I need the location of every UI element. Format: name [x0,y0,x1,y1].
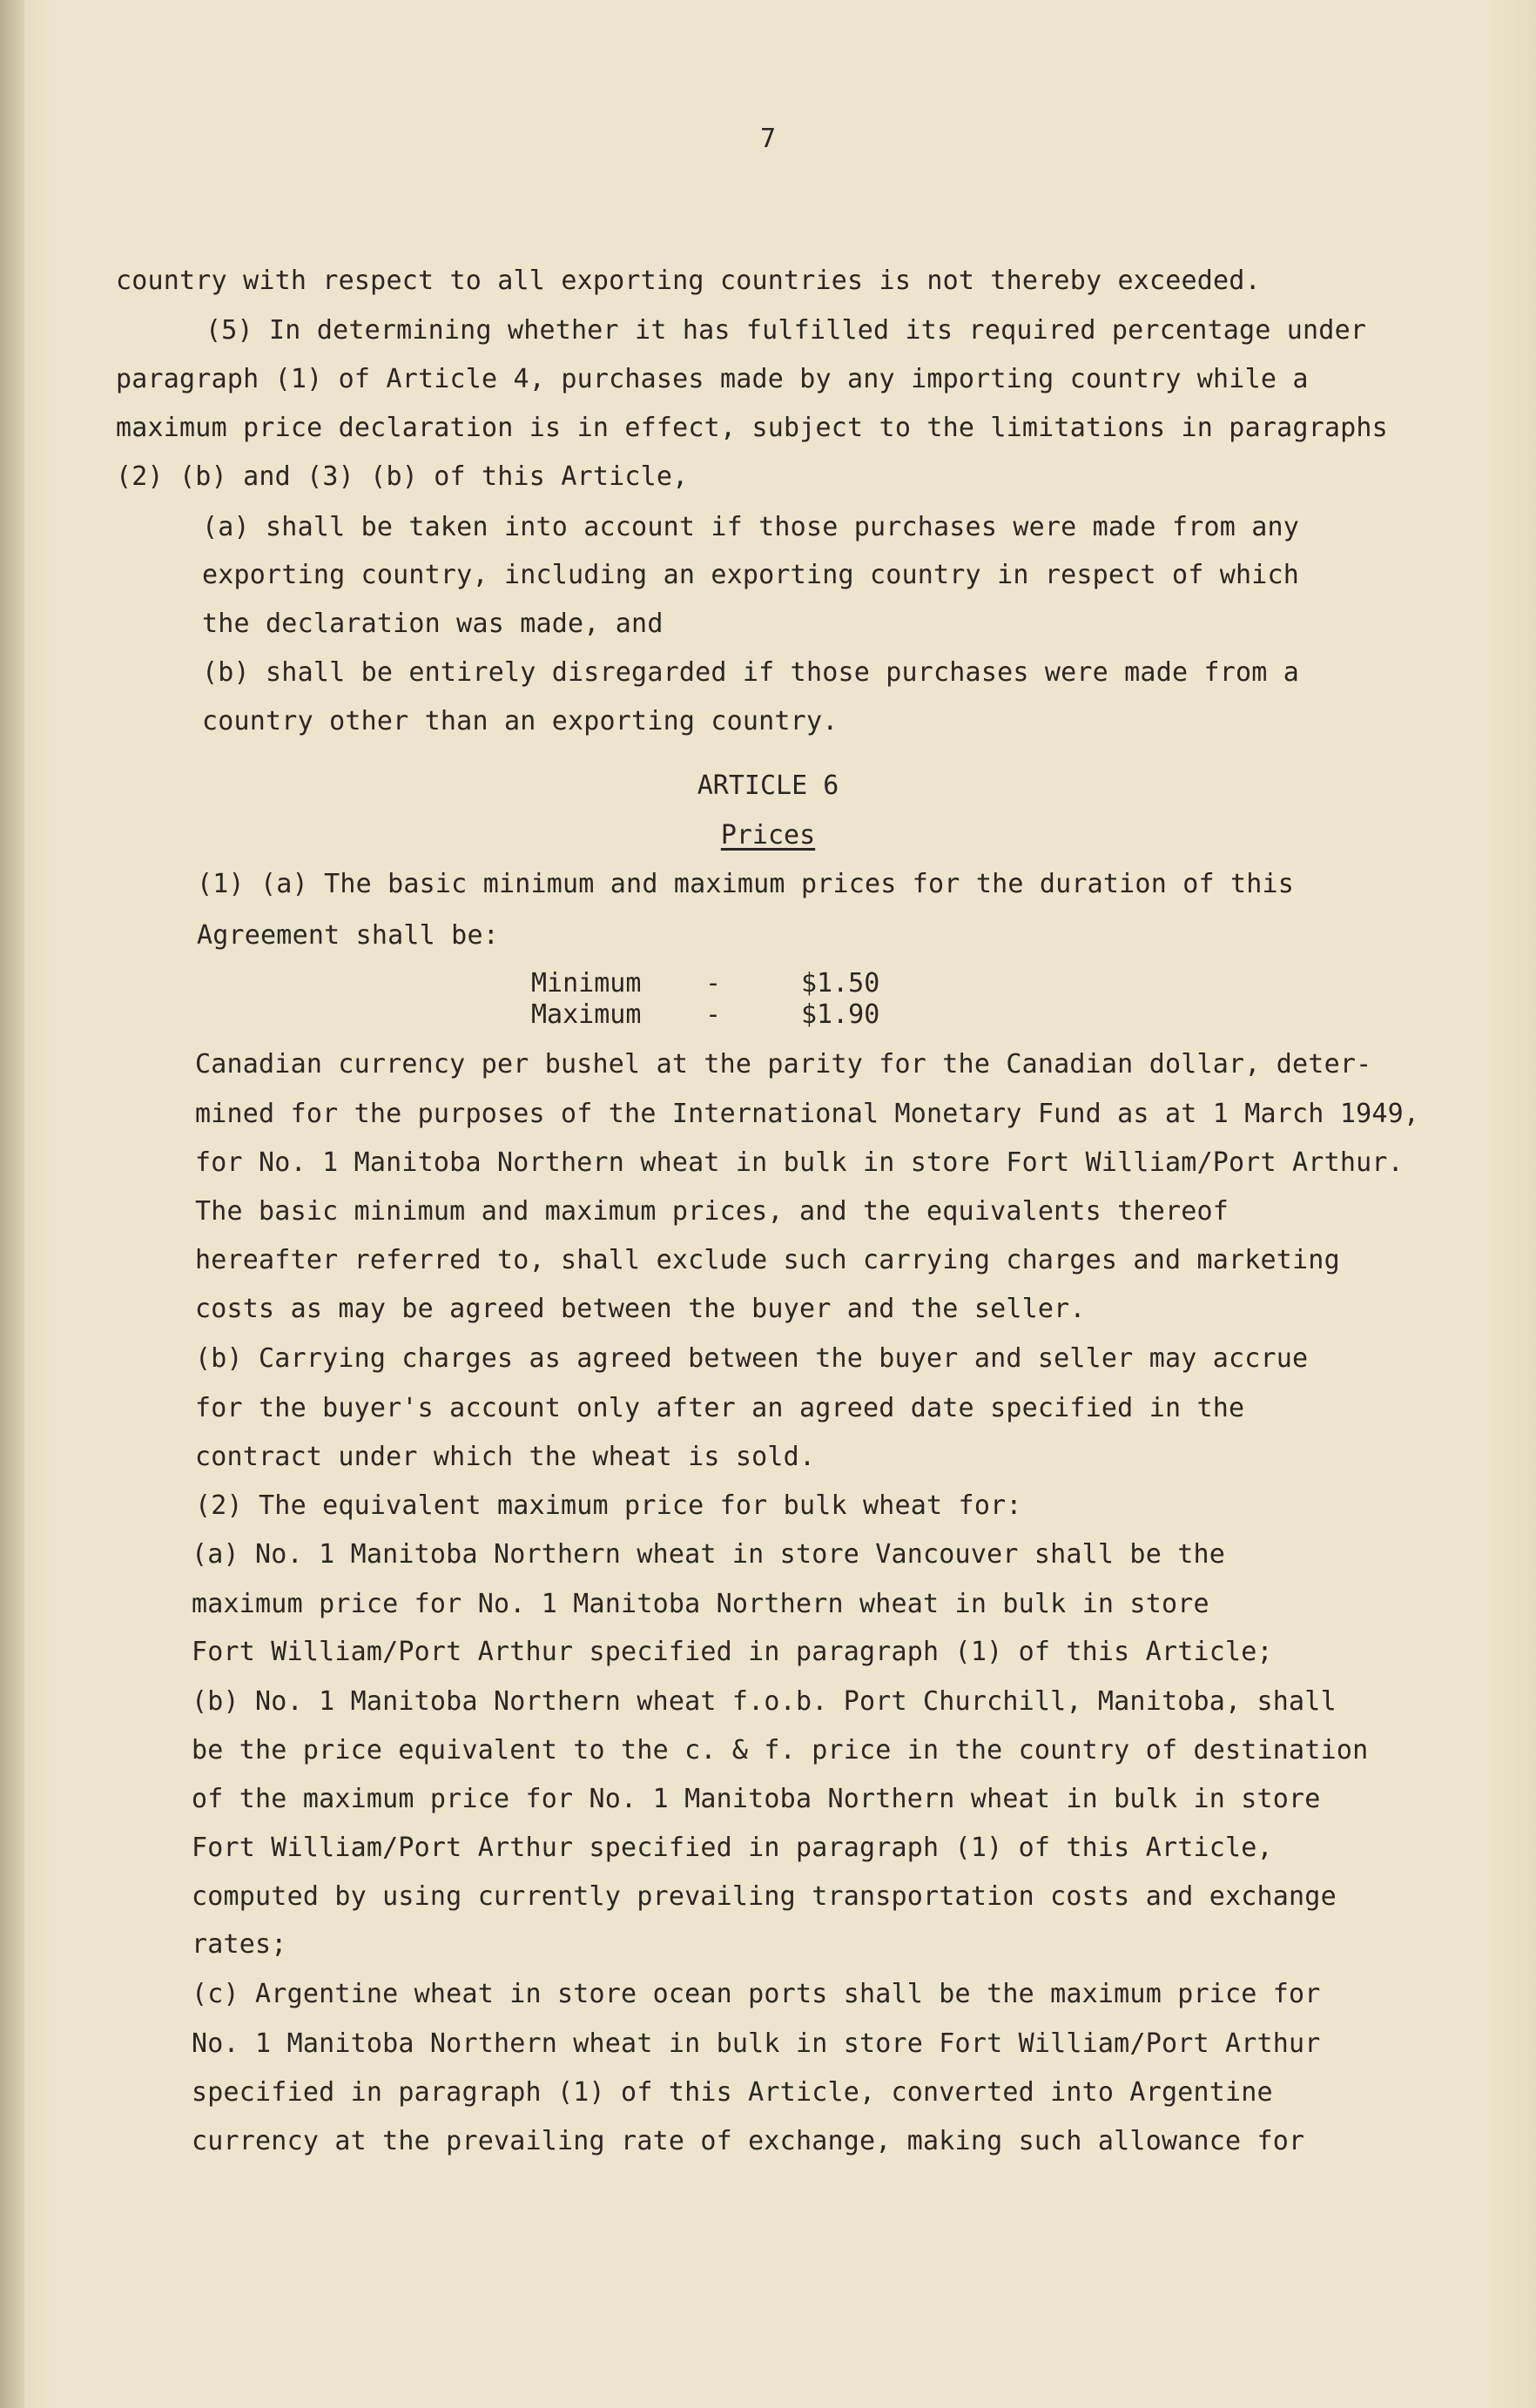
price-dash: - [705,999,722,1030]
price-label: Maximum [531,999,642,1030]
text-line: Agreement shall be: [197,920,499,951]
text-line: The basic minimum and maximum prices, and the equivalents thereof [195,1196,1229,1227]
text-line: Canadian currency per bushel at the parity for the Canadian dollar, deter- [195,1049,1372,1080]
text-line: (5) In determining whether it has fulfilled its required percentage under [205,315,1367,346]
text-line: exporting country, including an exporting country in respect of which [202,560,1300,590]
text-line: rates; [192,1929,287,1960]
text-line: contract under which the wheat is sold. [195,1442,816,1472]
text-line: (a) shall be taken into account if those purchases were made from any [202,512,1300,542]
text-line: for No. 1 Manitoba Northern wheat in bulk in store Fort William/Port Arthur. [195,1147,1404,1178]
text-line: be the price equivalent to the c. & f. price in the country of destination [192,1735,1369,1766]
price-row-maximum [531,999,879,1030]
text-line: the declaration was made, and [202,609,664,639]
price-row-minimum [531,968,879,999]
text-line: Fort William/Port Arthur specified in paragraph (1) of this Article, [192,1833,1273,1863]
text-line: computed by using currently prevailing transportation costs and exchange [192,1881,1337,1912]
page-number: 7 [759,124,777,154]
text-line: for the buyer's account only after an agreed date specified in the [195,1393,1245,1423]
price-dash: - [705,968,722,999]
text-line: currency at the prevailing rate of exchange, making such allowance for [192,2126,1305,2156]
text-line: country other than an exporting country. [202,706,839,737]
article-heading: ARTICLE 6 [697,770,839,801]
text-line: (b) No. 1 Manitoba Northern wheat f.o.b. Port Churchill, Manitoba, shall [192,1686,1337,1717]
text-line: (c) Argentine wheat in store ocean ports shall be the maximum price for [192,1979,1321,2009]
price-label: Minimum [531,968,642,999]
price-value: $1.90 [801,999,880,1030]
text-line: Fort William/Port Arthur specified in paragraph (1) of this Article; [192,1637,1273,1667]
text-line: maximum price declaration is in effect, subject to the limitations in paragraphs [116,413,1388,443]
article-subheading: Prices [720,820,816,851]
price-value: $1.50 [801,968,880,999]
text-line: (a) No. 1 Manitoba Northern wheat in store Vancouver shall be the [192,1539,1225,1570]
book-spine-shadow [0,0,24,2408]
text-line: (b) shall be entirely disregarded if those purchases were made from a [202,657,1300,688]
text-line: (2) (b) and (3) (b) of this Article, [116,461,689,492]
text-line: of the maximum price for No. 1 Manitoba Northern wheat in bulk in store [192,1784,1321,1814]
text-line: (1) (a) The basic minimum and maximum prices for the duration of this [197,869,1295,899]
text-line: specified in paragraph (1) of this Article, converted into Argentine [192,2077,1273,2108]
text-line: paragraph (1) of Article 4, purchases made by any importing country while a [116,364,1309,394]
text-line: hereafter referred to, shall exclude such carrying charges and marketing [195,1245,1340,1275]
text-line: country with respect to all exporting countries is not thereby exceeded. [116,266,1261,296]
text-line: No. 1 Manitoba Northern wheat in bulk in store Fort William/Port Arthur [192,2028,1321,2059]
text-line: maximum price for No. 1 Manitoba Northern wheat in bulk in store [192,1589,1209,1619]
text-line: costs as may be agreed between the buyer and the seller. [195,1294,1086,1324]
text-line: (b) Carrying charges as agreed between the buyer and seller may accrue [195,1343,1309,1374]
text-line: (2) The equivalent maximum price for bulk wheat for: [195,1490,1022,1521]
text-line: mined for the purposes of the International Monetary Fund as at 1 March 1949, [195,1099,1420,1129]
